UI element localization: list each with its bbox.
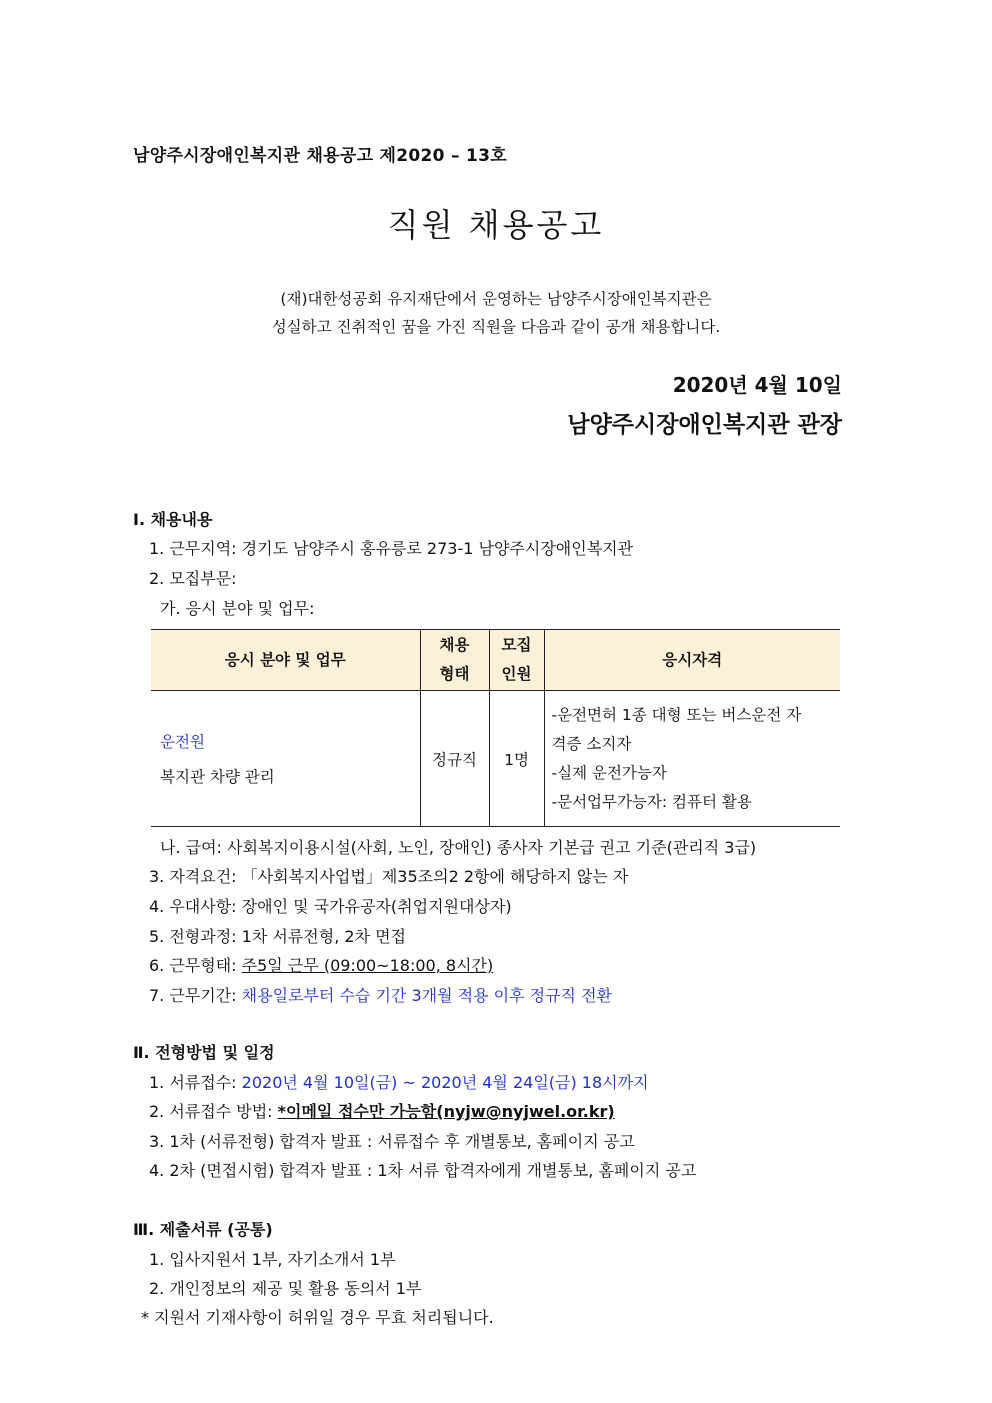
recruit-field-label: 2. 모집부문: [149,569,237,588]
qualification-line: -운전면허 1종 대형 또는 버스운전 자 [551,705,802,724]
application-period-label: 1. 서류접수: [149,1073,242,1092]
application-method-value: *이메일 접수만 가능함(nyjw@nyjwel.or.kr) [277,1102,615,1121]
sub-item-ga: 가. 응시 분야 및 업무: [160,599,315,618]
cell-count: 1명 [489,691,544,827]
notice-number: 남양주시장애인복지관 채용공고 제2020 – 13호 [133,146,507,166]
issuer-name: 남양주시장애인복지관 관장 [567,412,842,438]
section-2-title: Ⅱ. 전형방법 및 일정 [133,1043,275,1062]
second-result: 4. 2차 (면접시험) 합격자 발표 : 1차 서류 합격자에게 개별통보, 홈페이지 공고 [149,1161,697,1180]
page-title: 직원 채용공고 [387,206,605,244]
table-header-row [151,630,840,691]
work-type-value: 주5일 근무 (09:00~18:00, 8시간) [241,956,494,975]
field-name: 운전원 [160,733,205,751]
work-location: 1. 근무지역: 경기도 남양주시 홍유릉로 273-1 남양주시장애인복지관 [149,539,634,558]
document-2: 2. 개인정보의 제공 및 활용 동의서 1부 [149,1279,422,1298]
field-duty: 복지관 차량 관리 [160,768,275,786]
application-period-value: 2020년 4월 10일(금) ~ 2020년 4월 24일(금) 18시까지 [241,1073,649,1092]
job-table [151,629,840,827]
document-1: 1. 입사지원서 1부, 자기소개서 1부 [149,1250,396,1269]
section-3-title: Ⅲ. 제출서류 (공통) [133,1220,273,1239]
col-header-field: 응시 분야 및 업무 [151,630,420,691]
application-method [149,1099,615,1122]
work-period [149,983,612,1006]
col-header-count [489,630,544,691]
work-type-label: 6. 근무형태: [149,956,242,975]
qualification-line: -문서업무가능자: 컴퓨터 활용 [551,792,752,811]
selection-process: 5. 전형과정: 1차 서류전형, 2차 면접 [149,927,407,946]
col-header-count-l2: 인원 [501,665,532,683]
section-1-title: Ⅰ. 채용내용 [133,510,213,529]
eligibility: 3. 자격요건: 「사회복지사업법」제35조의2 2항에 해당하지 않는 자 [149,867,629,886]
application-period [149,1070,649,1093]
intro-line-2: 성실하고 진취적인 꿈을 가진 직원을 다음과 같이 공개 채용합니다. [271,318,721,336]
preference: 4. 우대사항: 장애인 및 국가유공자(취업지원대상자) [149,897,512,916]
work-type [149,953,493,976]
qualification-line: -실제 운전가능자 [551,763,667,782]
intro-line-1: (재)대한성공회 유지재단에서 운영하는 남양주시장애인복지관은 [280,290,712,308]
qualification-line: 격증 소지자 [551,734,632,753]
first-result: 3. 1차 (서류전형) 합격자 발표 : 서류접수 후 개별통보, 홈페이지 공고 [149,1132,635,1151]
work-period-label: 7. 근무기간: [149,986,242,1005]
cell-type: 정규직 [420,691,489,827]
table-row [151,691,840,827]
col-header-type-l1: 채용 [439,636,470,654]
col-header-count-l1: 모집 [501,636,532,654]
col-header-type-l2: 형태 [439,665,470,683]
cell-field [151,691,420,827]
col-header-type [420,630,489,691]
false-info-note: * 지원서 기재사항이 허위일 경우 무효 처리됩니다. [141,1308,494,1327]
cell-qualification [544,691,840,827]
work-period-value: 채용일로부터 수습 기간 3개월 적용 이후 정규직 전환 [241,986,613,1005]
salary: 나. 급여: 사회복지이용시설(사회, 노인, 장애인) 종사자 기본급 권고 기준(관리직 3급) [160,838,757,857]
application-method-label: 2. 서류접수 방법: [149,1102,278,1121]
announcement-date: 2020년 4월 10일 [672,373,842,397]
col-header-qualification: 응시자격 [544,630,840,691]
